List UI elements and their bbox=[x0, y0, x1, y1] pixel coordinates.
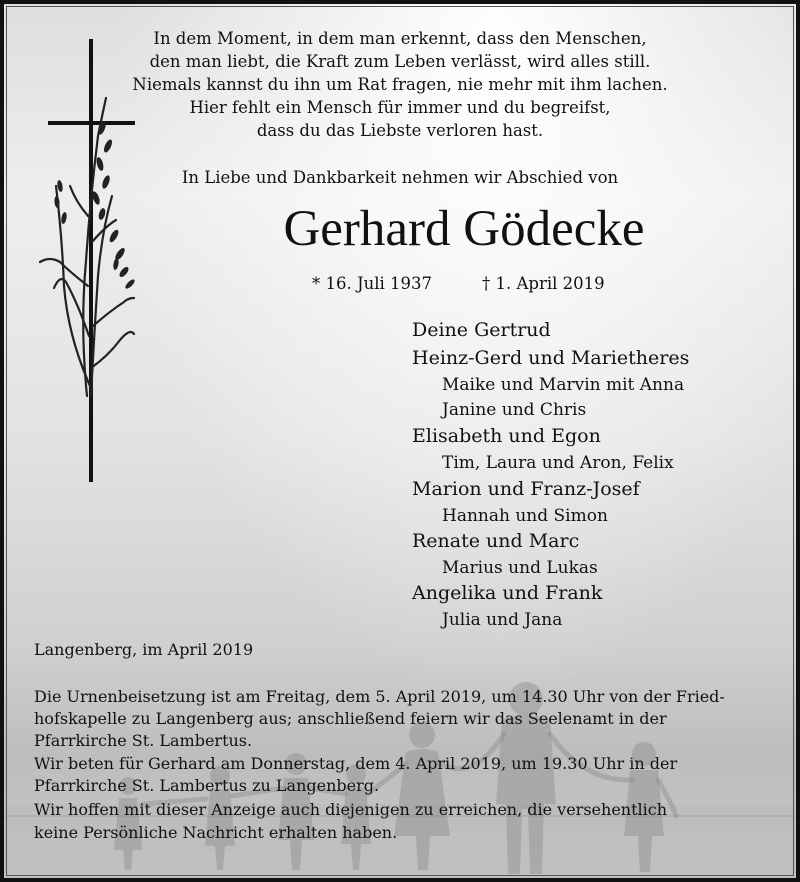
mourner-name: Elisabeth und Egon bbox=[412, 425, 601, 447]
mourner-child: Marius und Lukas bbox=[442, 558, 598, 578]
details-line: Wir hoffen mit dieser Anzeige auch diejenigen zu erreichen, die versehentlich bbox=[34, 800, 668, 819]
details-line: Pfarrkirche St. Lambertus. bbox=[34, 731, 253, 750]
mourner-child: Tim, Laura und Aron, Felix bbox=[442, 453, 674, 473]
deceased-name: Gerhard Gödecke bbox=[283, 201, 645, 257]
place-and-date: Langenberg, im April 2019 bbox=[34, 640, 254, 659]
death-date: † 1. April 2019 bbox=[482, 274, 605, 293]
mourner-name: Angelika und Frank bbox=[412, 582, 603, 604]
farewell-intro: In Liebe und Dankbarkeit nehmen wir Abschied von bbox=[181, 168, 619, 187]
mourner-child: Julia und Jana bbox=[442, 610, 563, 630]
details-line: Die Urnenbeisetzung ist am Freitag, dem 5. April 2019, um 14.30 Uhr von der Fried- bbox=[34, 687, 725, 706]
details-line: keine Persönliche Nachricht erhalten haben. bbox=[34, 823, 398, 842]
poem-line: dass du das Liebste verloren hast. bbox=[256, 121, 544, 140]
mourner-child: Maike und Marvin mit Anna bbox=[442, 375, 685, 395]
mourner-name: Marion und Franz-Josef bbox=[412, 478, 640, 500]
mourner-child: Janine und Chris bbox=[442, 400, 587, 420]
poem-line: Niemals kannst du ihn um Rat fragen, nie mehr mit ihm lachen. bbox=[132, 75, 668, 94]
details-line: hofskapelle zu Langenberg aus; anschließend feiern wir das Seelenamt in der bbox=[34, 709, 667, 728]
details-line: Wir beten für Gerhard am Donnerstag, dem 4. April 2019, um 19.30 Uhr in der bbox=[34, 754, 678, 773]
mourner-name: Deine Gertrud bbox=[412, 319, 551, 341]
details-line: Pfarrkirche St. Lambertus zu Langenberg. bbox=[34, 776, 380, 795]
mourner-name: Heinz-Gerd und Marietheres bbox=[412, 347, 690, 369]
poem-line: Hier fehlt ein Mensch für immer und du begreifst, bbox=[189, 98, 611, 117]
poem-line: den man liebt, die Kraft zum Leben verlässt, wird alles still. bbox=[149, 52, 651, 71]
poem-line: In dem Moment, in dem man erkennt, dass den Menschen, bbox=[153, 29, 647, 48]
mourner-child: Hannah und Simon bbox=[442, 506, 608, 526]
mourner-name: Renate und Marc bbox=[412, 530, 580, 552]
birth-date: * 16. Juli 1937 bbox=[312, 274, 433, 293]
